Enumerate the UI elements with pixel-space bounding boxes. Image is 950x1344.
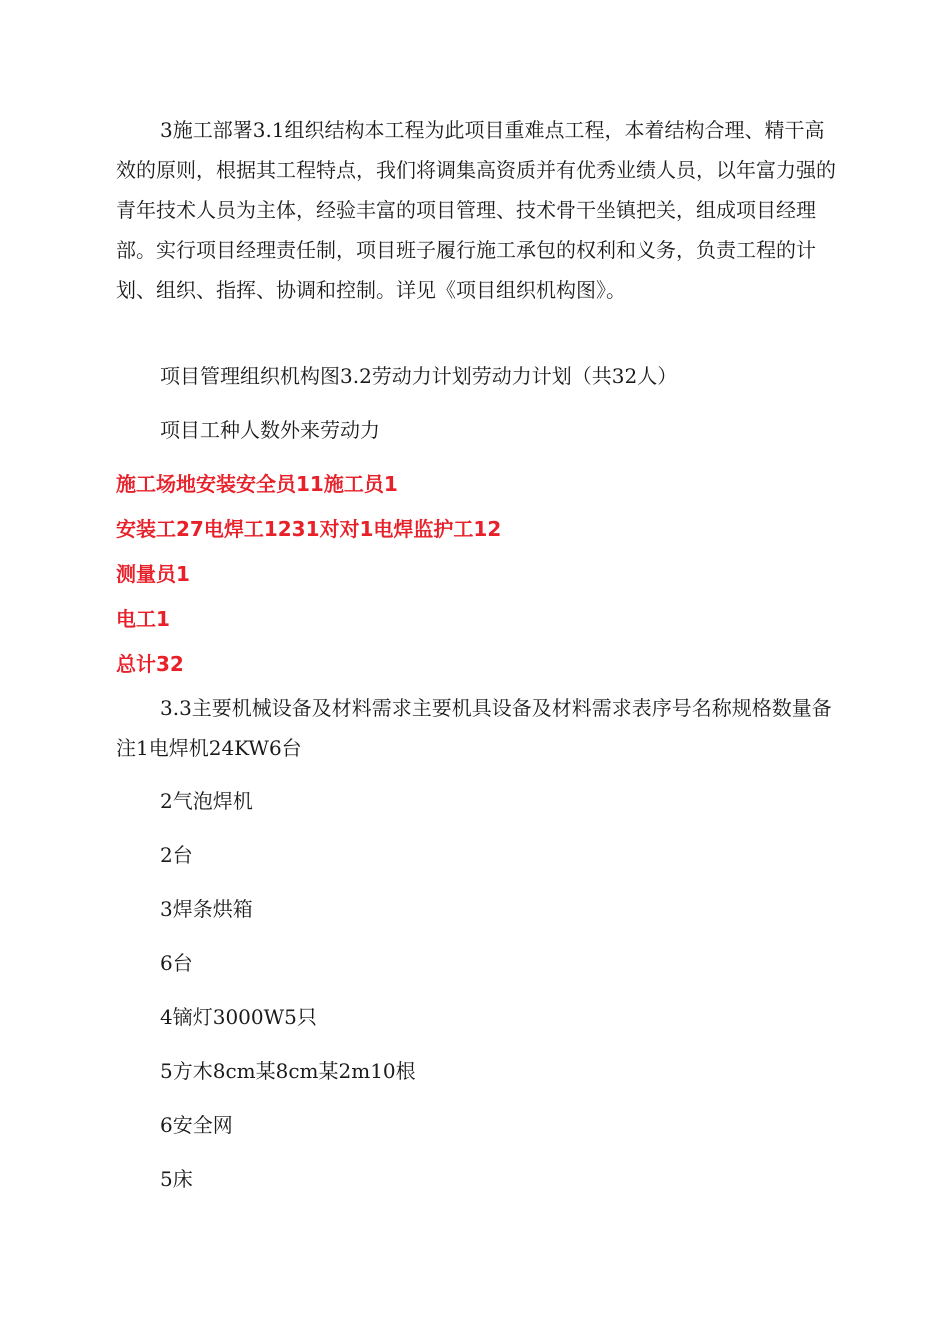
equipment-line: 6台: [160, 951, 193, 975]
labor-total: 总计32: [116, 652, 184, 676]
equipment-line: 2台: [160, 843, 193, 867]
equipment-line: 2气泡焊机: [160, 789, 253, 813]
labor-columns: 项目工种人数外来劳动力: [160, 418, 380, 442]
equipment-line: 6安全网: [160, 1113, 233, 1137]
labor-row: 安装工27电焊工1231对对1电焊监护工12: [116, 517, 502, 541]
equipment-line: 5床: [160, 1167, 193, 1191]
labor-row: 施工场地安装安全员11施工员1: [116, 472, 398, 496]
intro-paragraph: 3施工部署3.1组织结构本工程为此项目重难点工程，本着结构合理、精干高效的原则，根据其工程特点，我们将调集高资质并有优秀业绩人员，以年富力强的青年技术人员为主体，经验丰富的项目管理、技术骨干坐镇把关，组成项目经理部。实行项目经理责任制，项目班子履行施工承包的权利和义务，负责工程的计划、组织、指挥、协调和控制。详见《项目组织机构图》。: [116, 118, 836, 302]
equipment-line: 5方木8cm某8cm某2m10根: [160, 1059, 416, 1083]
labor-heading: 项目管理组织机构图3.2劳动力计划劳动力计划（共32人）: [160, 364, 678, 388]
labor-row: 电工1: [116, 607, 170, 631]
equipment-line: 4镝灯3000W5只: [160, 1005, 317, 1029]
equipment-line: 3焊条烘箱: [160, 897, 253, 921]
equipment-paragraph: 3.3主要机械设备及材料需求主要机具设备及材料需求表序号名称规格数量备注1电焊机24KW6台: [116, 696, 832, 760]
labor-row: 测量员1: [116, 562, 190, 586]
